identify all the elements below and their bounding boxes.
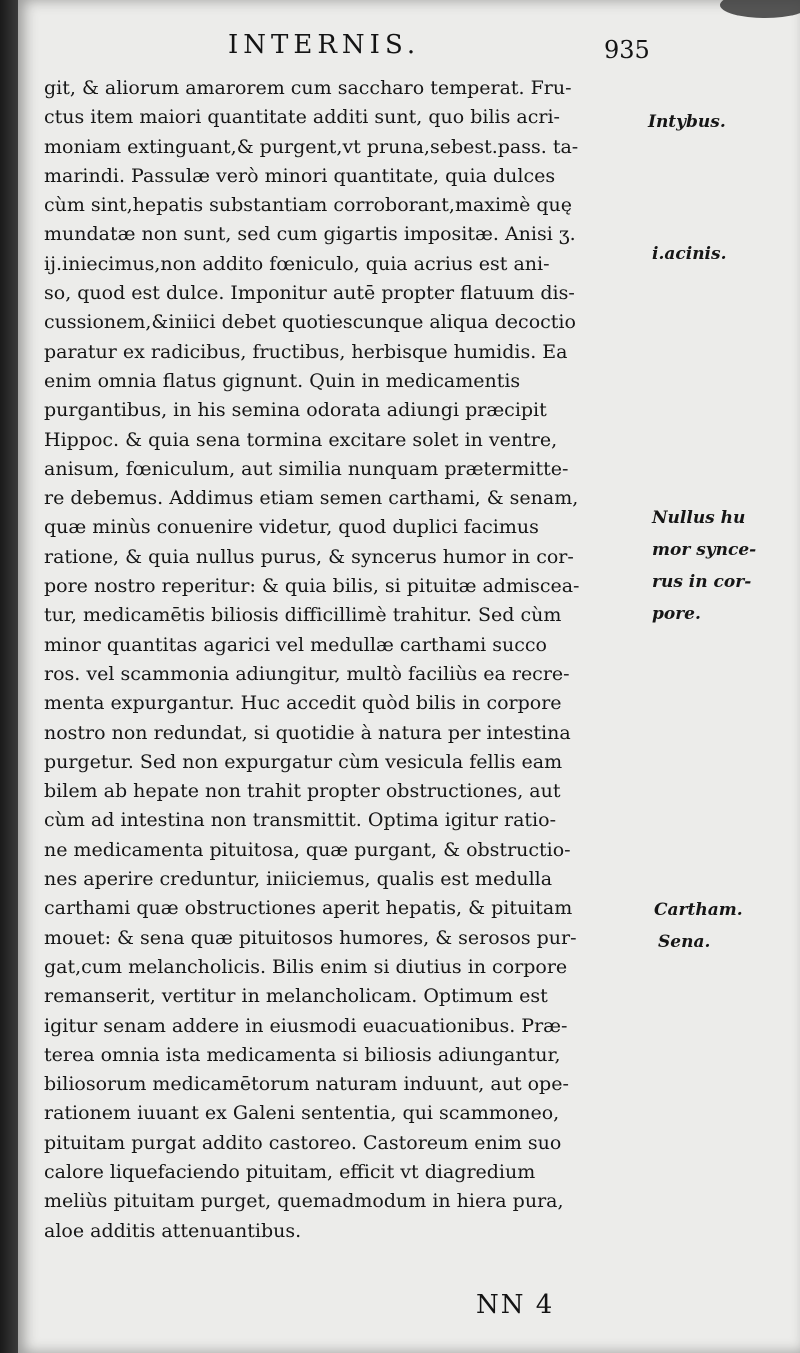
- text-line: ros. vel scammonia adiungitur, multò faciliùs ea recre-: [44, 662, 570, 685]
- text-line: calore liquefaciendo pituitam, efficit vt diagredium: [44, 1160, 536, 1183]
- text-line: ne medicamenta pituitosa, quæ purgant, & obstructio-: [44, 838, 571, 861]
- text-line: marindi. Passulæ verò minori quantitate, quia dulces: [44, 164, 556, 187]
- text-line: minor quantitas agarici vel medullæ carthami succo: [44, 633, 547, 656]
- text-line: mundatæ non sunt, sed cum gigartis impositæ. Anisi ʒ.: [44, 223, 576, 246]
- margin-note-intybus: Intybus.: [648, 112, 726, 132]
- text-line: ratione, & quia nullus purus, & syncerus humor in cor-: [44, 545, 574, 568]
- page-number: 935: [604, 36, 650, 64]
- text-line: nes aperire creduntur, iniiciemus, qualis est medulla: [44, 868, 553, 891]
- text-line: so, quod est dulce. Imponitur autē propter flatuum dis-: [44, 282, 575, 305]
- text-line: paratur ex radicibus, fructibus, herbisque humidis. Ea: [44, 340, 568, 363]
- text-line: cussionem,&iniici debet quotiescunque aliqua decoctio: [44, 311, 576, 334]
- text-line: anisum, fœniculum, aut similia nunquam prætermitte-: [44, 457, 569, 480]
- text-line: moniam extinguant,& purgent,vt pruna,sebest.pass. ta-: [44, 135, 579, 158]
- text-line: mouet: & sena quæ pituitosos humores, & serosos pur-: [44, 926, 577, 949]
- running-head: INTERNIS.: [228, 30, 421, 60]
- text-line: igitur senam addere in eiusmodi euacuationibus. Præ-: [44, 1014, 568, 1037]
- text-line: purgetur. Sed non expurgatur cùm vesicula fellis eam: [44, 750, 563, 773]
- margin-note-nullus-line2: mor synce-: [652, 540, 757, 560]
- signature-mark: NN 4: [476, 1290, 555, 1320]
- margin-note-nullus-line3: rus in cor-: [652, 572, 752, 592]
- text-line: rationem iuuant ex Galeni sententia, qui scammoneo,: [44, 1102, 560, 1125]
- text-line: nostro non redundat, si quotidie à natura per intestina: [44, 721, 571, 744]
- text-line: enim omnia flatus gignunt. Quin in medicamentis: [44, 369, 521, 392]
- text-line: bilem ab hepate non trahit propter obstructiones, aut: [44, 780, 561, 803]
- margin-note-cartham: Cartham.: [654, 900, 743, 920]
- margin-note-acinis: i.acinis.: [652, 244, 727, 264]
- text-line: cùm ad intestina non transmittit. Optima igitur ratio-: [44, 809, 556, 832]
- margin-note-nullus-line4: pore.: [652, 604, 701, 624]
- book-page: [18, 0, 800, 1353]
- text-line: aloe additis attenuantibus.: [44, 1219, 302, 1242]
- corner-stain: [720, 0, 800, 18]
- text-line: cùm sint,hepatis substantiam corroborant,maximè quę: [44, 194, 573, 217]
- text-line: purgantibus, in his semina odorata adiungi præcipit: [44, 399, 547, 422]
- text-line: Hippoc. & quia sena tormina excitare solet in ventre,: [44, 428, 558, 451]
- body-text: [44, 74, 654, 1246]
- text-line: biliosorum medicamētorum naturam induunt, aut ope-: [44, 1073, 569, 1096]
- text-line: re debemus. Addimus etiam semen carthami, & senam,: [44, 487, 579, 510]
- text-line: carthami quæ obstructiones aperit hepatis, & pituitam: [44, 897, 573, 920]
- text-line: pituitam purgat addito castoreo. Castoreum enim suo: [44, 1131, 562, 1154]
- text-line: gat,cum melancholicis. Bilis enim si diutius in corpore: [44, 955, 568, 978]
- page-gutter-shadow: [0, 0, 18, 1353]
- text-line: remanserit, vertitur in melancholicam. Optimum est: [44, 985, 548, 1008]
- text-line: tur, medicamētis biliosis difficillimè trahitur. Sed cùm: [44, 604, 562, 627]
- text-line: ctus item maiori quantitate additi sunt, quo bilis acri-: [44, 106, 560, 129]
- margin-note-sena: Sena.: [658, 932, 711, 952]
- text-line: menta expurgantur. Huc accedit quòd bilis in corpore: [44, 692, 562, 715]
- text-line: meliùs pituitam purget, quemadmodum in hiera pura,: [44, 1190, 564, 1213]
- margin-note-nullus-line1: Nullus hu: [652, 508, 746, 528]
- text-line: git, & aliorum amarorem cum saccharo temperat. Fru-: [44, 77, 572, 99]
- text-line: pore nostro reperitur: & quia bilis, si pituitæ admiscea-: [44, 575, 580, 598]
- text-line: ij.iniecimus,non addito fœniculo, quia acrius est ani-: [44, 252, 550, 275]
- text-line: quæ minùs conuenire videtur, quod duplici facimus: [44, 516, 539, 539]
- text-line: terea omnia ista medicamenta si biliosis adiungantur,: [44, 1043, 561, 1066]
